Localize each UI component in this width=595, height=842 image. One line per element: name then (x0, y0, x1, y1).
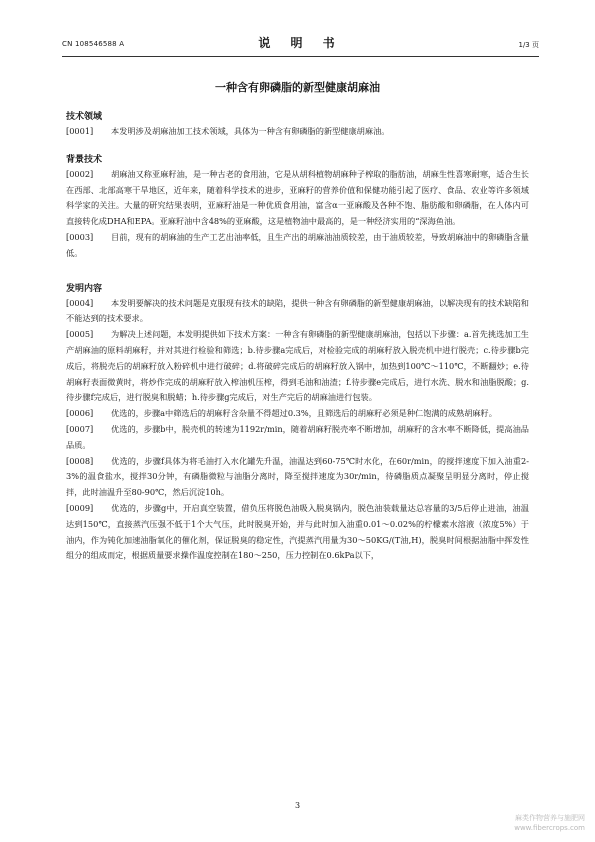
document-title: 一种含有卵磷脂的新型健康胡麻油 (215, 81, 380, 94)
section-heading: 背景技术 (66, 154, 103, 165)
paragraph-text: 胡麻油又称亚麻籽油，是一种古老的食用油，它是从胡科植物胡麻种子榨取的脂肪油，胡麻生性喜寒耐寒，适合生长在西部、北部高寒干旱地区，近年来，随着科学技术的进步，亚麻籽的营养价值和保健功能引起了医疗、食品、农业等许多领域科学家的关注。大量的研究结果表明，亚麻籽油是一种优质食用油，富含α一亚麻酸及各种不饱、脂肪酸和卵磷脂，在人体内可直接转化成DHA和EPA。亚麻籽油中含48%的亚麻酸，这是植物油中最高的，是一种经济实用的“深海鱼油。 (66, 168, 529, 227)
paragraph-text: 目前，现有的胡麻油的生产工艺出油率低，且生产出的胡麻油油质较差，由于油质较差，导致胡麻油中的卵磷脂含量低。 (66, 231, 529, 258)
paragraph-text: 优选的，步骤f具体为将毛油打入水化罐先升温，油温达到60-75℃时水化，在60r/min，的搅拌速度下加入油重2-3%的温食盐水，搅拌30分钟，有磷脂微粒与油脂分离时，降至搅拌速度为30r/min，待磷脂质点凝聚呈明显分离时，停止搅拌，此时油温升至80-90℃，然后沉淀10h。 (66, 455, 529, 498)
paragraph (66, 327, 529, 406)
paragraph-text: 优选的，步骤a中筛选后的胡麻籽含杂量不得超过0.3%，且筛选后的胡麻籽必须是种仁饱满的成熟胡麻籽。 (111, 408, 497, 419)
paragraph (66, 296, 529, 328)
paragraph-number: [0008] (66, 455, 94, 466)
paragraph-number: [0009] (66, 502, 94, 513)
paragraph-number: [0005] (66, 329, 94, 340)
section-background (66, 153, 529, 262)
paragraph-text: 优选的，步骤g中，开启真空装置，借负压将脱色油吸入脱臭锅内，脱色油装载量达总容量的3/5后停止进油，油温达到150℃，直接蒸汽压强不低于1个大气压，此时脱臭开始，并与此时加入油重0.01～0.02%的柠檬素水溶液（浓度5%）于油内，作为钝化加速油脂氧化的催化剂，保证脱臭的稳定性，汽提蒸汽用量为30～50KG/(T油,H)，脱臭时间根据油脂中挥发性组分的组成而定，根据质量要求操作温度控制在180～250，压力控制在0.6kPa以下， (66, 502, 529, 561)
section-heading: 发明内容 (66, 283, 103, 294)
paragraph-number: [0006] (66, 408, 94, 419)
paragraph (66, 454, 529, 501)
section-heading: 技术领域 (66, 112, 103, 122)
paragraph-number: [0007] (66, 423, 94, 434)
document-body (66, 110, 529, 564)
paragraph-number: [0002] (66, 168, 94, 179)
paragraph-number: [0004] (66, 297, 94, 308)
paragraph-number: [0001] (66, 126, 94, 136)
paragraph-text: 为解决上述问题，本发明提供如下技术方案：一种含有卵磷脂的新型健康胡麻油，包括以下步骤：a.首先挑选加工生产胡麻油的原料胡麻籽，并对其进行检验和筛选；b.待步骤a完成后，对检验完成的胡麻籽放入脱壳机中进行脱壳；c.待步骤b完成后，将脱壳后的胡麻籽放入粉碎机中进行破碎；d.将破碎完成后的胡麻籽放入锅中，加热到100℃～110℃，不断翻炒；e.待胡麻籽表面微黄时，将炒作完成的胡麻籽放入榨油机压榨，得到毛油和油渣；f.待步骤e完成后，进行水洗、脱水和油脂脱酸；g.待步骤f完成后，进行脱臭和脱蜡；h.待步骤g完成后，对生产完后的胡麻油进行包装。 (66, 329, 529, 403)
section-summary (66, 282, 529, 565)
paragraph-text: 本发明要解决的技术问题是克服现有技术的缺陷，提供一种含有卵磷脂的新型健康胡麻油，以解决现有的技术缺陷和不能达到的技术要求。 (66, 297, 529, 324)
page-number: 3 (294, 801, 301, 810)
paragraph (66, 167, 529, 230)
patent-number: CN 108546588 A (62, 40, 125, 48)
document-type: 说 明 书 (258, 36, 343, 50)
document-header (62, 30, 539, 57)
watermark-url: www.fibercrops.com (514, 824, 585, 832)
paragraph (66, 124, 529, 140)
paragraph (66, 422, 529, 454)
paragraph (66, 406, 529, 422)
page-indicator: 1/3 页 (518, 41, 539, 49)
paragraph (66, 501, 529, 564)
section-technical-field (66, 110, 529, 140)
paragraph-text: 本发明涉及胡麻油加工技术领域，具体为一种含有卵磷脂的新型健康胡麻油。 (111, 126, 390, 136)
watermark-title: 麻类作物营养与施肥网 (515, 814, 585, 822)
paragraph (66, 230, 529, 262)
paragraph-number: [0003] (66, 231, 94, 242)
paragraph-text: 优选的，步骤b中，脱壳机的转速为1192r/min，随着胡麻籽脱壳率不断增加，胡麻籽的含水率不断降低，提高油品品质。 (66, 423, 529, 450)
site-watermark (514, 813, 585, 833)
